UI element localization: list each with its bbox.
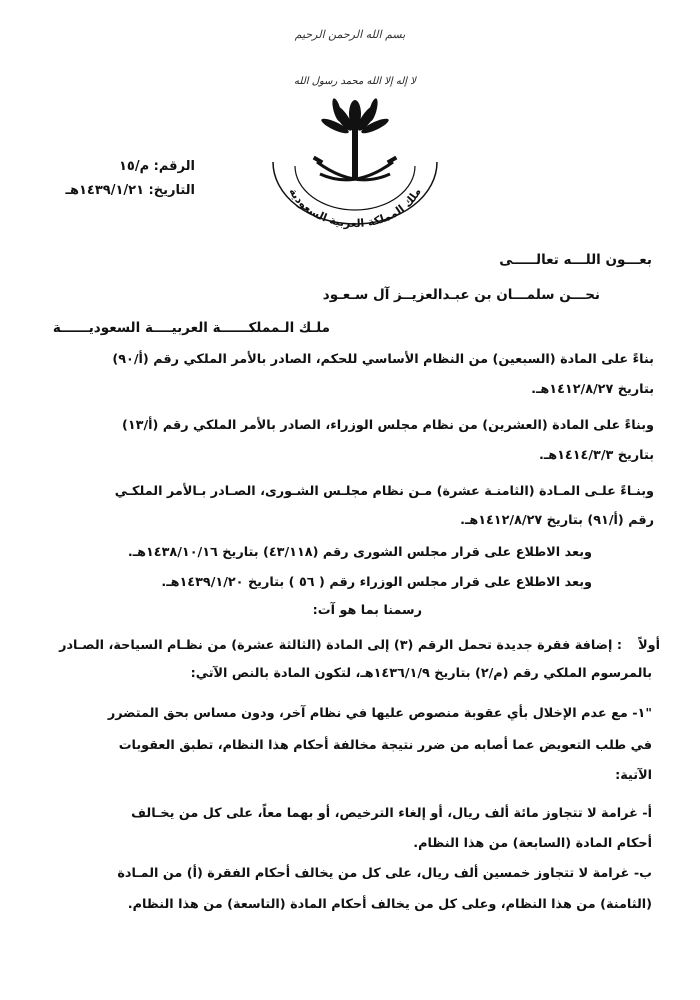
para3-line1: وبنـاءً علـى المـادة (الثامنـة عشرة) مـن نظام مجلـس الشـورى، الصـادر بـالأمر الملكـي (114, 484, 654, 499)
reference-block (66, 155, 196, 203)
emblem-motto: لا إله إلا الله محمد رسول الله (294, 76, 416, 87)
clauseB-line1: ب- غرامة لا تتجاوز خمسين ألف ريال، على كل من يخالف أحكام الفقرة (أ) من المـادة (117, 866, 652, 881)
item1-line2: بالمرسوم الملكي رقم (م/٢) بتاريخ ١٤٣٦/١/٩هـ، لتكون المادة بالنص الآتي: (190, 666, 652, 681)
item1-label: أولاً (638, 638, 660, 653)
ref-date: التاريخ: ١٤٣٩/١/٢١هـ (65, 183, 195, 198)
decree-line: رسمنا بما هو آت: (312, 603, 422, 618)
clauseA-line2: أحكام المادة (السابعة) من هذا النظام. (413, 836, 652, 851)
para4: وبعد الاطلاع على قرار مجلس الشورى رقم (٤٣/١١٨) بتاريخ ١٤٣٨/١٠/١٦هـ. (127, 545, 592, 560)
clause1-line3: الآتية: (615, 768, 652, 783)
opening-line: بعـــون اللـــه تعالـــــى (499, 252, 652, 268)
clause1-line2: في طلب التعويض عما أصابه من ضرر نتيجة مخالفة أحكام هذا النظام، تطبق العقوبات (118, 738, 652, 753)
basmala: بسم الله الرحمن الرحيم (294, 28, 406, 41)
para5: وبعد الاطلاع على قرار مجلس الوزراء رقم ( ٥٦ ) بتاريخ ١٤٣٩/١/٢٠هـ. (161, 575, 592, 590)
para1-line1: بناءً على المادة (السبعين) من النظام الأساسي للحكم، الصادر بالأمر الملكي رقم (أ/٩٠) (112, 352, 654, 367)
clause1-line1: "١- مع عدم الإخلال بأي عقوبة منصوص عليها في نظام آخر، ودون مساس بحق المتضرر (107, 706, 652, 721)
ref-number: الرقم: م/١٥ (118, 159, 195, 174)
para3-line2: رقم (أ/٩١) بتاريخ ١٤١٢/٨/٢٧هـ. (460, 513, 654, 528)
item1-line1: : إضافة فقرة جديدة تحمل الرقم (٣) إلى المادة (الثالثة عشرة) من نظـام السياحة، الصـادر (59, 638, 622, 653)
para2-line1: وبناءً على المادة (العشرين) من نظام مجلس الوزراء، الصادر بالأمر الملكي رقم (أ/١٣) (121, 418, 654, 433)
para1-line2: بتاريخ ١٤١٢/٨/٢٧هـ. (531, 382, 654, 397)
clauseB-line2: (الثامنة) من هذا النظام، وعلى كل من يخالف أحكام المادة (التاسعة) من هذا النظام. (127, 897, 652, 912)
para2-line2: بتاريخ ١٤١٤/٣/٣هـ. (538, 448, 654, 463)
clauseA-line1: أ- غرامة لا تتجاوز مائة ألف ريال، أو إلغاء الترخيص، أو بهما معاً، على كل من يخـالف (131, 806, 652, 821)
saudi-emblem-icon (265, 62, 445, 232)
king-name: نحـــن سلمـــان بن عبـدالعزيــز آل سـعـود (322, 287, 600, 303)
king-title: ملـك الـمملكــــــة العربيــــة السعوديــــــة (52, 320, 330, 336)
emblem-ring-text: ملك المملكة العربية السعودية (286, 185, 424, 231)
